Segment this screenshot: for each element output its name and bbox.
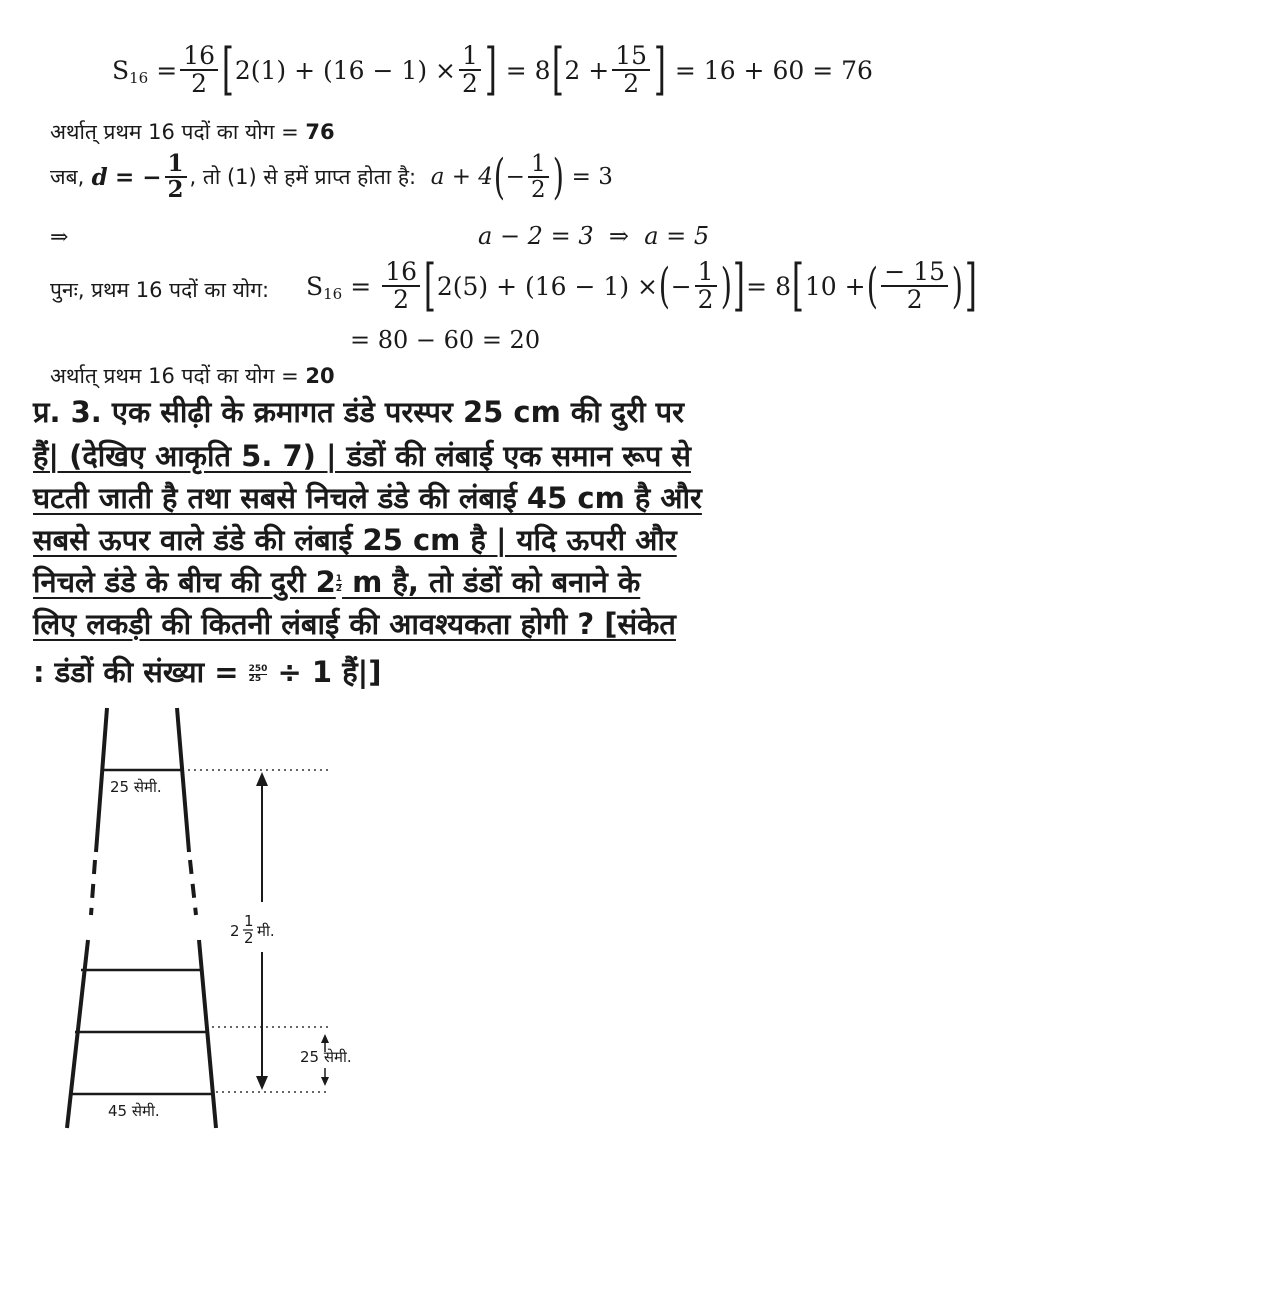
sum-result-text-2: अर्थात् प्रथम 16 पदों का योग = 20 xyxy=(50,364,335,388)
question-line-5: निचले डंडे के बीच की दुरी 2 $\frac{1}{2}$ m है, तो डंडों को बनाने के xyxy=(33,565,641,599)
height-label-numerator: 1 xyxy=(244,912,254,930)
ladder-right-rail-dashed xyxy=(190,860,196,915)
ladder-left-rail-dashed xyxy=(91,860,95,915)
ladder-left-rail-top xyxy=(96,708,107,852)
sum-calc-line: = 80 − 60 = 20 xyxy=(350,326,541,354)
a-value-line: a − 2 = 3 ⇒ a = 5 xyxy=(478,222,710,250)
sum-again-label: पुनः, प्रथम 16 पदों का योग: xyxy=(50,278,270,302)
question-line-7: : डंडों की संख्या = $\frac{250}{25}$ ÷ 1 हैं|] xyxy=(33,655,382,689)
sum-result-text-1: अर्थात् प्रथम 16 पदों का योग = 76 xyxy=(50,120,335,144)
d-case-line: जब, d = − $\frac{1}{2}$ , तो (1) से हमें प्राप्त होता है: a + 4 ( − $\frac{1}{2}$ ) = 3 xyxy=(50,149,613,206)
ladder-right-rail-bottom xyxy=(199,940,216,1128)
arrow-down-icon xyxy=(256,1076,268,1090)
top-rung-label: 25 सेमी. xyxy=(110,778,162,796)
height-label-whole: 2 xyxy=(230,922,240,940)
height-label-unit: मी. xyxy=(257,922,275,940)
question-line-4: सबसे ऊपर वाले डंडे की लंबाई 25 cm है | यदि ऊपरी और xyxy=(33,523,677,557)
question-line-6: लिए लकड़ी की कितनी लंबाई की आवश्यकता होगी ? [संकेत xyxy=(33,607,676,641)
sum-formula-line-1: S 16 = $\frac{16}{2}$ [ 2(1) + (16 − 1) × $\frac{1}{2}$ ] = 8 [ 2 + $\frac{15}{2}$ ] = 16 + 60 = 76 xyxy=(112,37,873,102)
gap-label: 25 सेमी. xyxy=(300,1048,352,1066)
height-label-denominator: 2 xyxy=(244,929,254,947)
implies-arrow: ⇒ xyxy=(50,225,69,250)
question-line-2: हैं| (देखिए आकृति 5. 7) | डंडों की लंबाई एक समान रूप से xyxy=(33,439,692,473)
question-line-1: प्र. 3. एक सीढ़ी के क्रमागत डंडे परस्पर 25 cm की दुरी पर xyxy=(33,395,685,429)
bottom-rung-label: 45 सेमी. xyxy=(108,1102,160,1120)
question-line-3: घटती जाती है तथा सबसे निचले डंडे की लंबाई 45 cm है और xyxy=(33,481,702,515)
arrow-up-icon xyxy=(256,772,268,786)
arrow-up-icon xyxy=(321,1034,329,1043)
sum-formula-line-2: S 16 = $\frac{16}{2}$ [ 2(5) + (16 − 1) × ( − $\frac{1}{2}$ ) ] = 8 [ 10 + ( $\frac{- 15}{2}$ ) ] xyxy=(306,253,977,318)
ladder-left-rail-bottom xyxy=(67,940,88,1128)
ladder-right-rail-top xyxy=(177,708,189,852)
arrow-down-icon xyxy=(321,1077,329,1086)
